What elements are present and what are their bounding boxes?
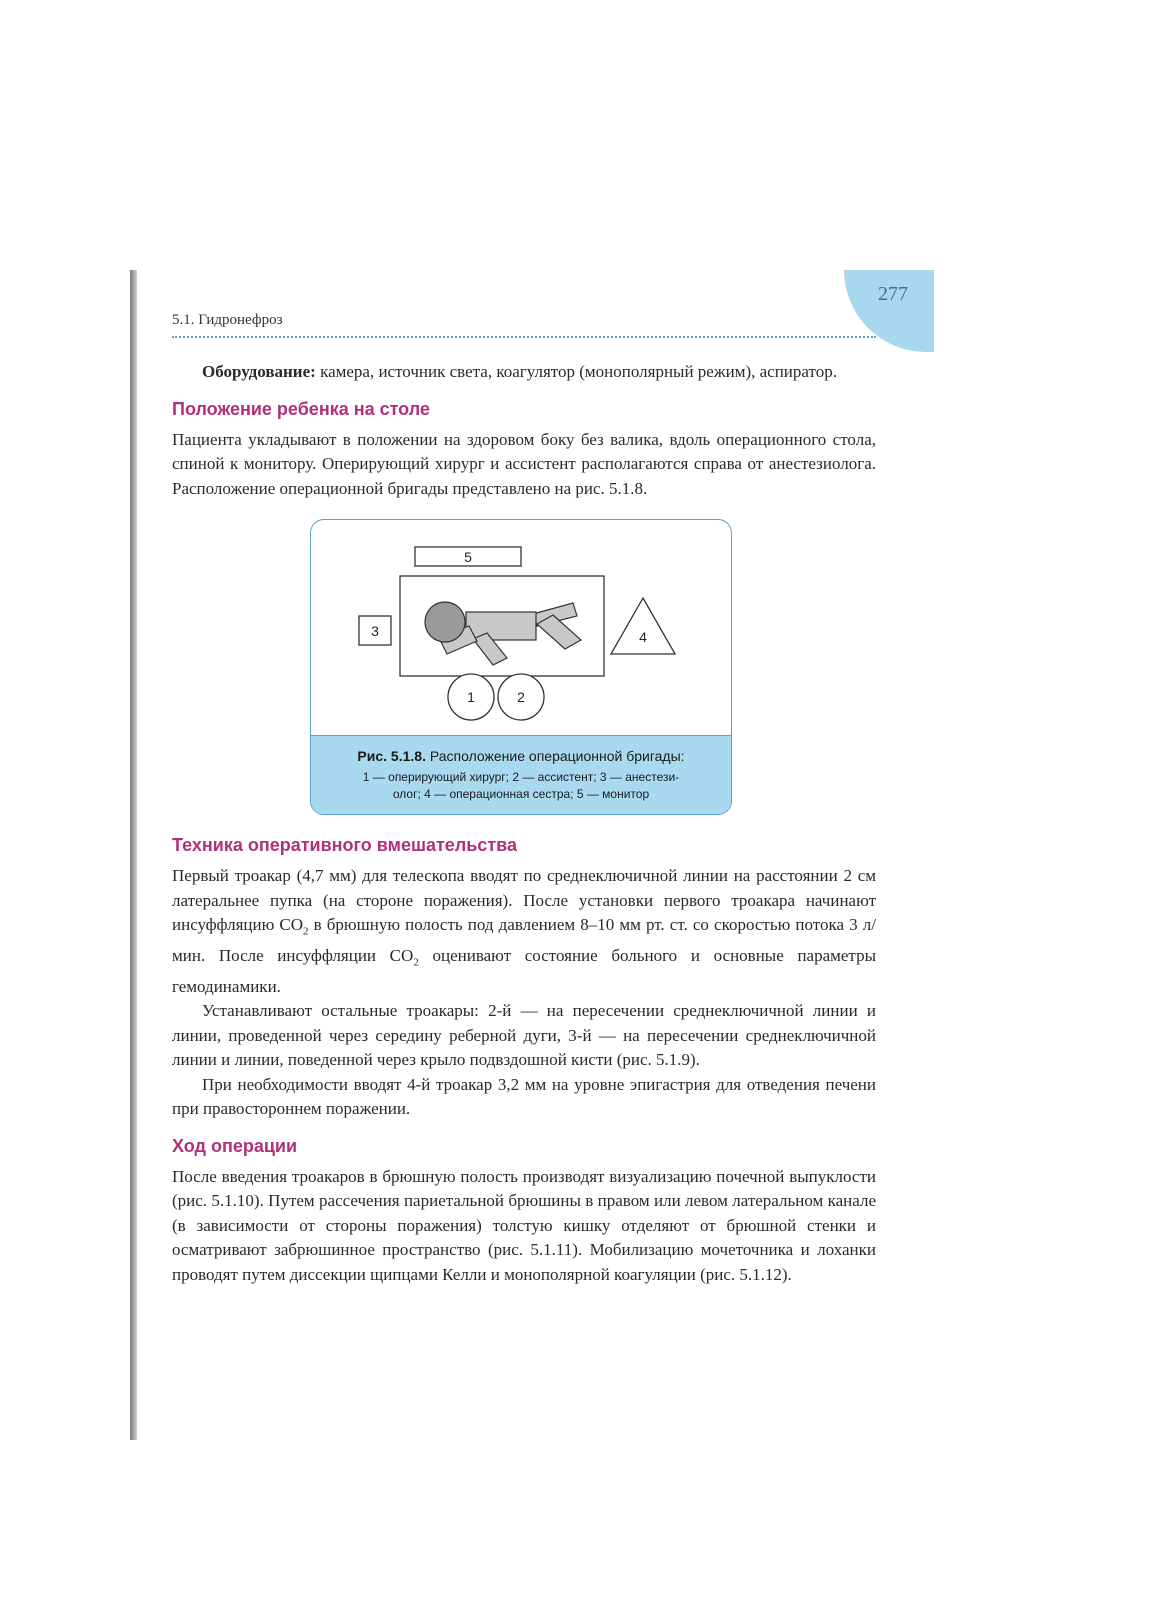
equipment-label: Оборудование: xyxy=(202,362,316,381)
technique-paragraph-1 xyxy=(172,864,876,999)
section-title-course: Ход операции xyxy=(172,1135,298,1156)
header-divider xyxy=(172,336,876,338)
nurse-label: 4 xyxy=(639,629,647,645)
patient-torso xyxy=(466,612,536,640)
equipment-text: камера, источник света, коагулятор (монополярный режим), аспиратор. xyxy=(315,362,837,381)
anesthesiologist-label: 3 xyxy=(371,623,379,639)
technique-paragraph-2: Устанавливают остальные троакары: 2-й — на пересечении среднеключичной линии и линии, проведенной через середину реберной дуги, 3-й — на пересечении среднеключичной линии и линии, поведенной через крыло подвздошной кисти (рис. 5.1.9). xyxy=(172,1001,876,1070)
section-title-technique: Техника оперативного вмешательства xyxy=(172,835,517,855)
nurse-triangle xyxy=(611,598,675,654)
technique-paragraph-3: При необходимости вводят 4-й троакар 3,2 мм на уровне эпигастрия для отведения печени при правостороннем поражении. xyxy=(172,1074,876,1119)
equipment-paragraph xyxy=(172,360,876,385)
book-spine-shadow xyxy=(130,270,137,1440)
co2-subscript-1: 2 xyxy=(303,925,309,938)
figure-team-layout xyxy=(310,519,732,815)
technique-p1-part2: в брюшную полость под давлением 8–10 мм рт. ст. со скоростью потока 3 л/мин. После инсуффляции CO xyxy=(172,915,876,965)
caption-line-1: 1 — оперирующий хирург; 2 — ассистент; 3 — анестези- xyxy=(362,770,680,784)
assistant-label: 2 xyxy=(517,689,525,705)
team-layout-diagram xyxy=(311,520,731,736)
caption-title: Рис. 5.1.8. xyxy=(357,748,426,764)
caption-body xyxy=(311,769,731,803)
page-number: 277 xyxy=(878,283,908,305)
running-head: 5.1. Гидронефроз xyxy=(172,312,283,328)
patient-head xyxy=(425,602,465,642)
monitor-label: 5 xyxy=(464,549,472,565)
caption-subtitle: Расположение операционной бригады: xyxy=(425,748,685,764)
technique-p1-part3: оценивают состояние больного и основные параметры гемодинамики. xyxy=(172,945,876,996)
caption-heading xyxy=(311,748,731,764)
technique-p1-part1: Первый троакар (4,7 мм) для телескопа вводят по среднеключичной линии на расстоянии 2 см латеральнее пупка (на стороне поражения). После установки первого троакара начинают инсуффляцию CO xyxy=(172,866,876,934)
page-content xyxy=(172,360,876,1287)
caption-line-2: олог; 4 — операционная сестра; 5 — монитор xyxy=(392,787,650,801)
section-title-position: Положение ребенка на столе xyxy=(172,398,430,419)
figure-caption xyxy=(311,735,731,814)
surgeon-label: 1 xyxy=(467,689,475,705)
position-paragraph: Пациента укладывают в положении на здоровом боку без валика, вдоль операционного стола, спиной к монитору. Оперирующий хирург и ассистент располагаются справа от анестезиолога. Расположение операционной бригады представлено на рис. 5.1.8. xyxy=(172,429,876,498)
co2-subscript-2: 2 xyxy=(413,956,419,969)
course-paragraph: После введения троакаров в брюшную полость производят визуализацию почечной выпуклости (рис. 5.1.10). Путем рассечения париетальной брюшины в правом или левом латеральном канале (в зависимости от стороны поражения) толстую кишку отделяют от брюшной стенки и осматривают забрюшинное пространство (рис. 5.1.11). Мобилизацию мочеточника и лоханки проводят путем диссекции щипцами Келли и монополярной коагуляции (рис. 5.1.12). xyxy=(172,1166,876,1284)
